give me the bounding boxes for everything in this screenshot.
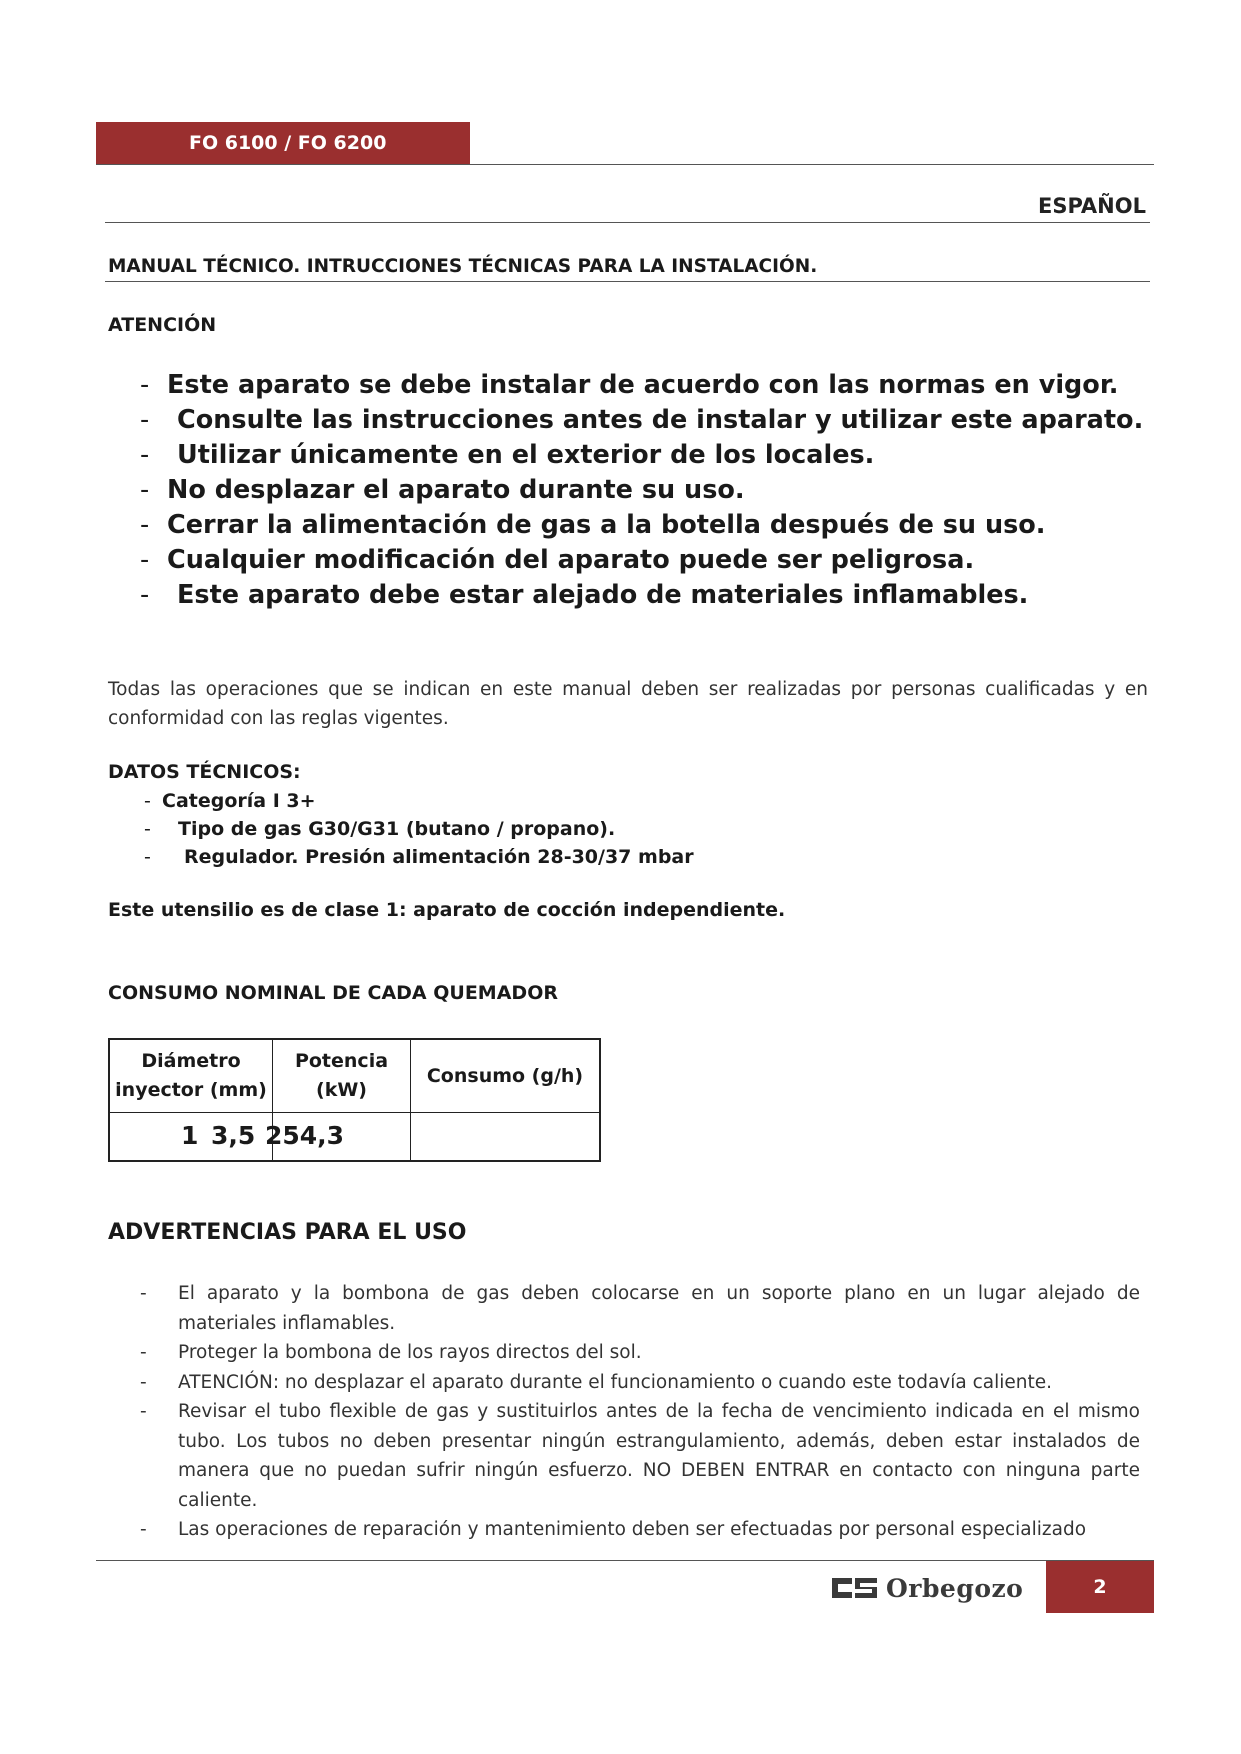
- list-item: - Este aparato debe estar alejado de materiales inflamables.: [140, 580, 1029, 610]
- list-item: - Las operaciones de reparación y mantenimiento deben ser efectuadas por personal especializado: [140, 1519, 1087, 1540]
- attention-list: [140, 368, 1144, 613]
- technical-data-heading: DATOS TÉCNICOS:: [108, 761, 301, 783]
- usage-warnings-heading: ADVERTENCIAS PARA EL USO: [108, 1220, 467, 1245]
- appliance-class-note: Este utensilio es de clase 1: aparato de cocción independiente.: [108, 899, 786, 921]
- intro-paragraph: Todas las operaciones que se indican en este manual deben ser realizadas por personas cualificadas y en conformidad con las reglas vigentes.: [108, 679, 1148, 729]
- language-label: ESPAÑOL: [1038, 194, 1146, 218]
- consumption-table: [108, 1038, 601, 1162]
- brand-mark-icon: [832, 1575, 878, 1601]
- consumption-heading: CONSUMO NOMINAL DE CADA QUEMADOR: [108, 982, 558, 1004]
- title-divider: [105, 281, 1150, 282]
- header-divider: [96, 164, 1154, 165]
- header-diameter: Diámetro inyector (mm): [115, 1050, 267, 1101]
- attention-heading: ATENCIÓN: [108, 314, 217, 336]
- cell-diameter: 1: [181, 1121, 199, 1150]
- list-item: - Consulte las instrucciones antes de instalar y utilizar este aparato.: [140, 405, 1144, 435]
- header-consumption: Consumo (g/h): [426, 1064, 584, 1087]
- header-power: Potencia (kW): [294, 1050, 389, 1101]
- brand-name: Orbegozo: [886, 1573, 1024, 1603]
- document-title: MANUAL TÉCNICO. INTRUCCIONES TÉCNICAS PARA LA INSTALACIÓN.: [108, 256, 818, 277]
- row-divider: [110, 1112, 599, 1113]
- cell-power: 3,5: [211, 1121, 256, 1150]
- language-divider: [105, 222, 1150, 223]
- list-item: - Proteger la bombona de los rayos directos del sol.: [140, 1342, 642, 1363]
- list-item: - Cualquier modificación del aparato puede ser peligrosa.: [140, 545, 975, 575]
- model-header-tab: [96, 122, 470, 164]
- list-item: - Cerrar la alimentación de gas a la botella después de su uso.: [140, 510, 1046, 540]
- usage-warnings-list: [140, 1279, 1140, 1545]
- list-item: - Este aparato se debe instalar de acuerdo con las normas en vigor.: [140, 370, 1119, 400]
- list-item: - Utilizar únicamente en el exterior de los locales.: [140, 440, 875, 470]
- list-item: - ATENCIÓN: no desplazar el aparato durante el funcionamiento o cuando este todavía caliente.: [140, 1371, 1053, 1393]
- list-item: - Revisar el tubo flexible de gas y sustituirlos antes de la fecha de vencimiento indicada en el mismo tubo. Los tubos no deben presentar ningún estrangulamiento, además, deben estar instalados de manera que no puedan sufrir ningún esfuerzo. NO DEBEN ENTRAR en contacto con ninguna parte caliente.: [140, 1401, 1140, 1511]
- footer-divider: [96, 1560, 1154, 1561]
- brand-logo: [832, 1568, 1023, 1608]
- cell-consumption: 254,3: [265, 1121, 345, 1150]
- page-number: 2: [1046, 1561, 1154, 1613]
- model-name: FO 6100 / FO 6200: [189, 132, 387, 154]
- list-item: - No desplazar el aparato durante su uso.: [140, 475, 745, 505]
- list-item: - El aparato y la bombona de gas deben colocarse en un soporte plano en un lugar alejado de materiales inflamables.: [140, 1283, 1140, 1334]
